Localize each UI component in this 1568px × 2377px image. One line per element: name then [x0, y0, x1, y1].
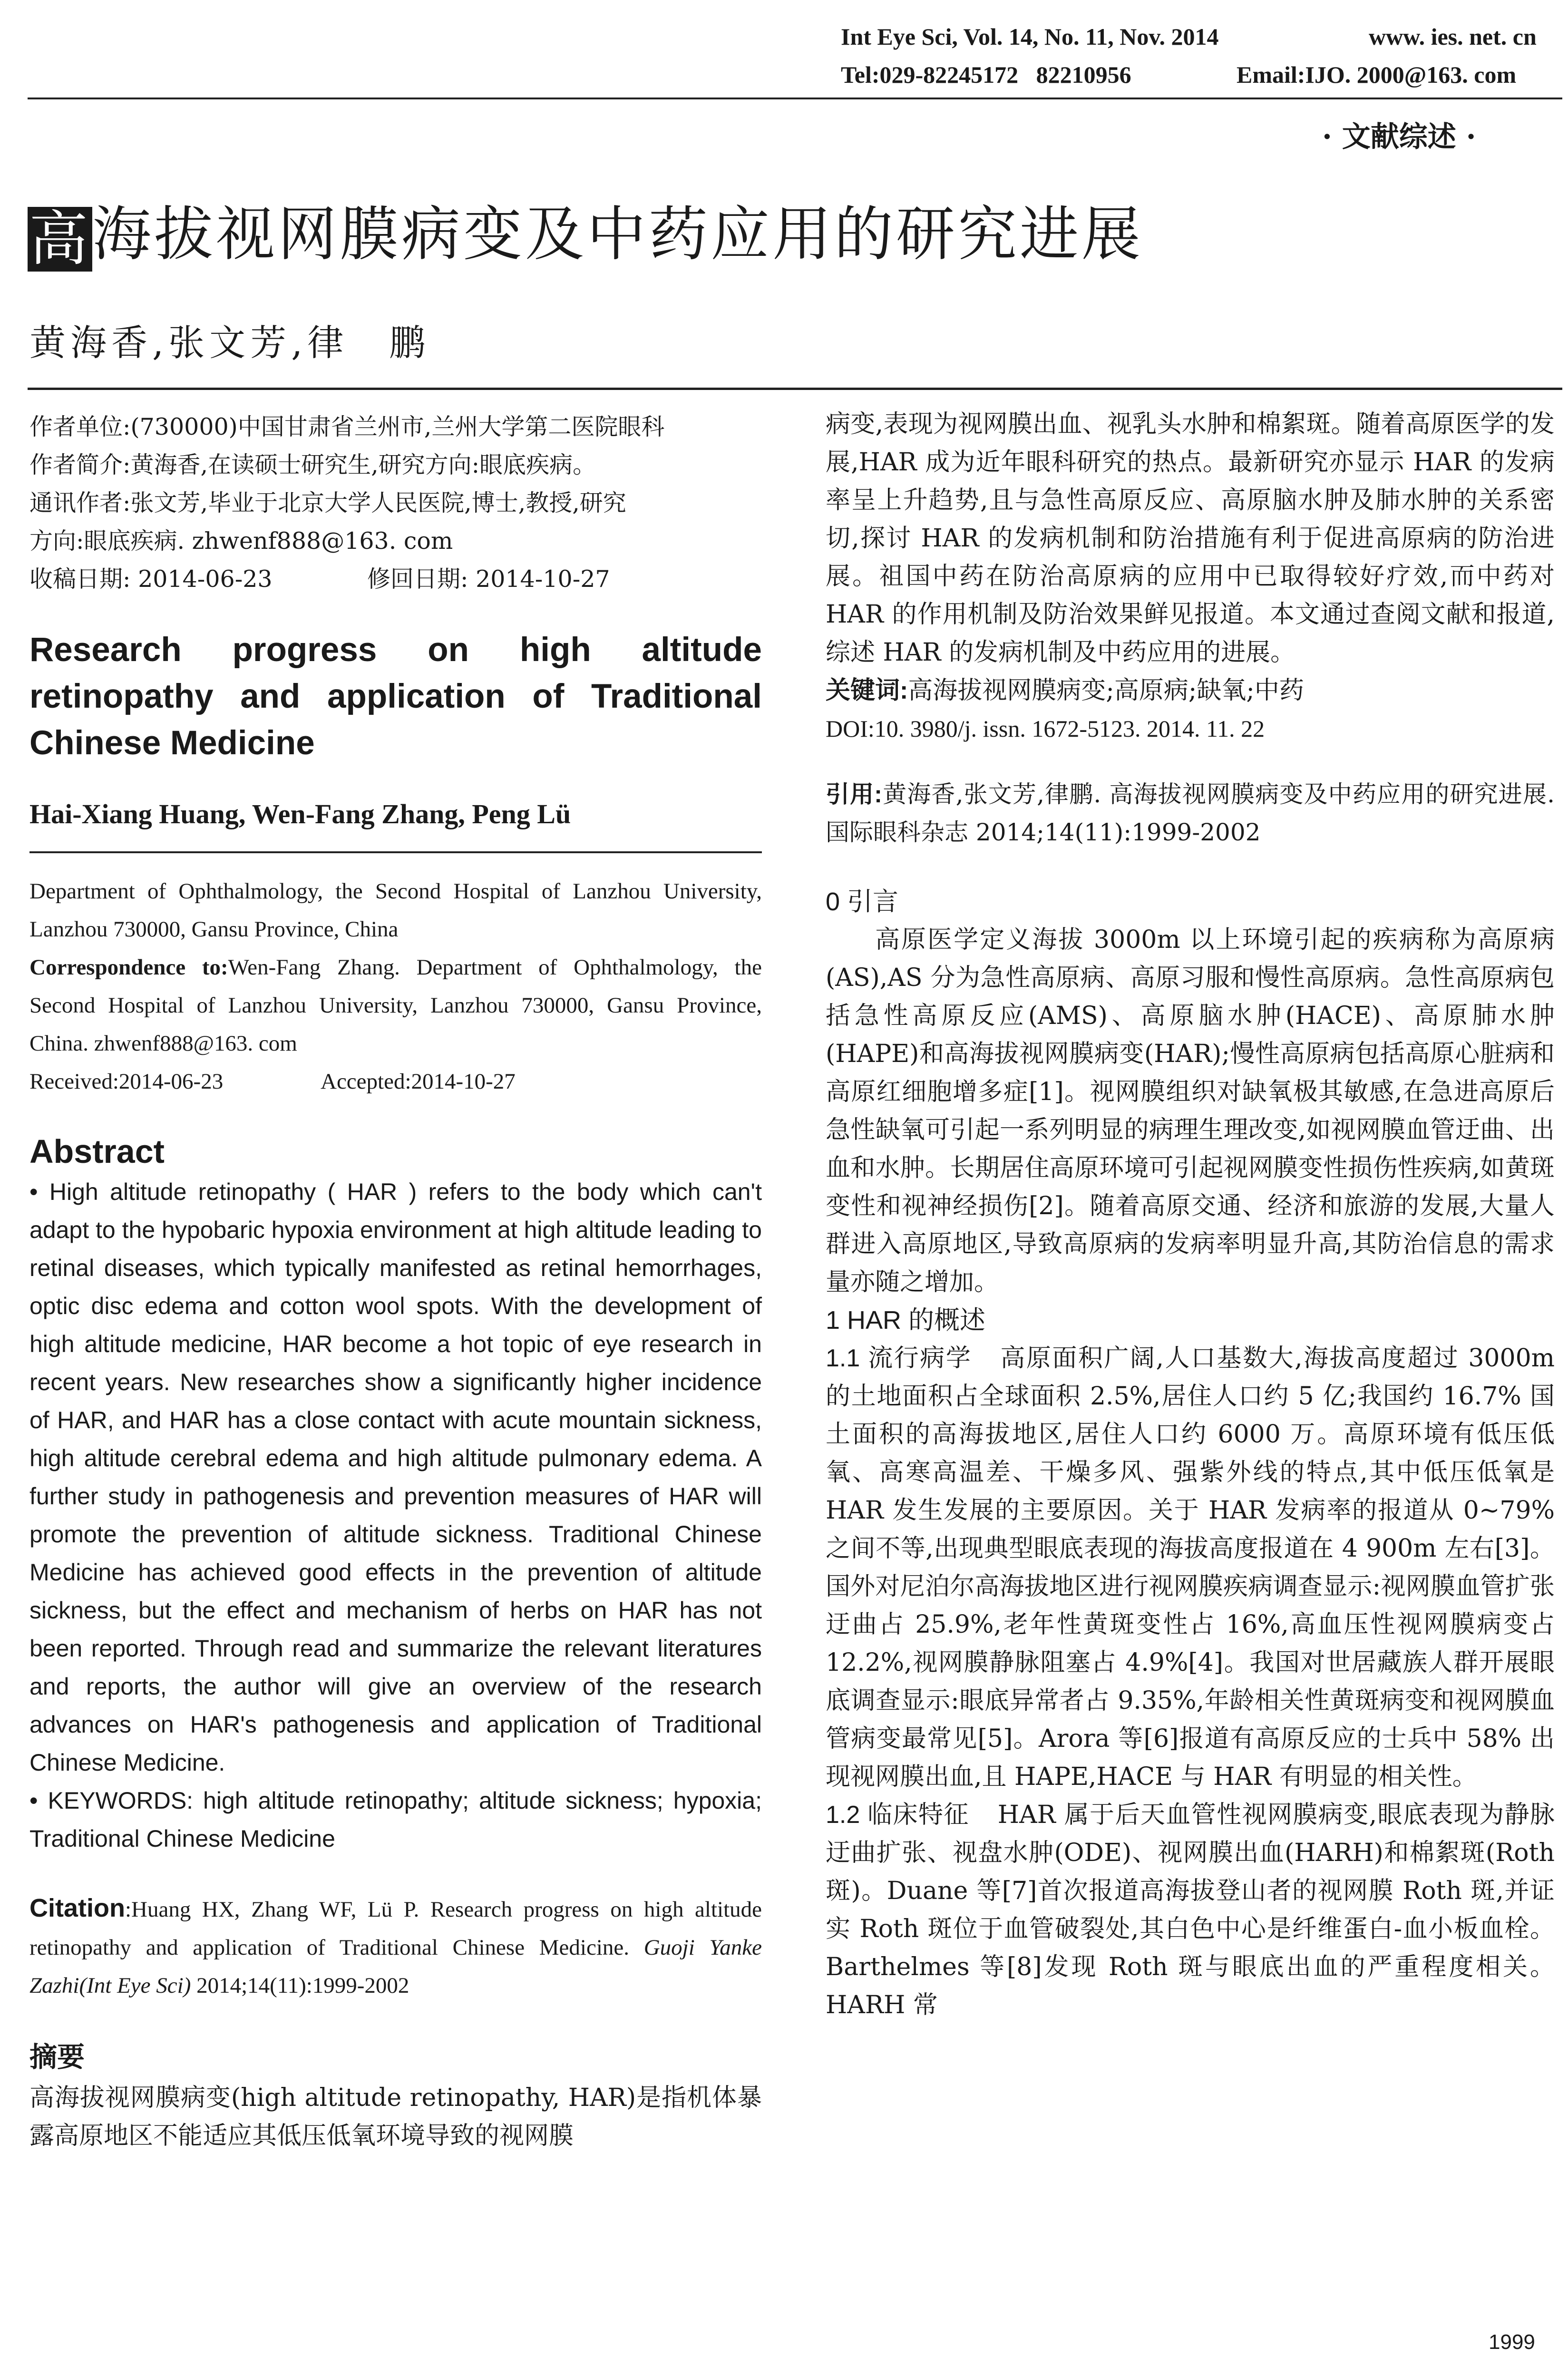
section-1-1 [826, 1339, 1555, 1796]
title-boxed-char: 高 [28, 207, 92, 272]
journal-website: www. ies. net. cn [1369, 23, 1537, 50]
accepted-en: Accepted:2014-10-27 [321, 1069, 516, 1094]
cite-cn-text: 黄海香,张文芳,律鹏. 高海拔视网膜病变及中药应用的研究进展. 国际眼科杂志 2014;14(11):1999-2002 [826, 780, 1555, 846]
journal-phone: Tel:029-82245172 82210956 [841, 61, 1131, 88]
section-1-heading: 1 HAR 的概述 [826, 1306, 986, 1335]
abstract-cn-continued: 病变,表现为视网膜出血、视乳头水肿和棉絮斑。随着高原医学的发展,HAR 成为近年眼科研究的热点。最新研究亦显示 HAR 的发病率呈上升趋势,且与急性高原反应、高原脑水肿及肺水肿的关系密切,探讨 HAR 的发病机制和防治措施有利于促进高原病的防治进展。祖国中药在防治高原病的应用中已取得较好疗效,而中药对 HAR 的作用机制及防治效果鲜见报道。本文通过查阅文献和报道,综述 HAR 的发病机制及中药应用的进展。 [826, 410, 1555, 667]
left-column [29, 408, 762, 2155]
citation-text: :Huang HX, Zhang WF, Lü P. Research progress on high altitude retinopathy and application of Traditional Chinese Medicine. [29, 1897, 762, 1960]
received-dates-en [29, 1062, 762, 1101]
meta-line: 作者单位:(730000)中国甘肃省兰州市,兰州大学第二医院眼科 [29, 413, 665, 440]
revised-cn: 修回日期: 2014-10-27 [367, 565, 610, 593]
section-label: · 文献综述 · [1322, 120, 1476, 154]
correspondence-en [29, 948, 762, 1062]
meta-line: 作者简介:黄海香,在读硕士研究生,研究方向:眼底疾病。 [29, 451, 596, 478]
page-title [28, 199, 1143, 272]
title-en: Research progress on high altitude retinopathy and application of Traditional Chinese Medicine [29, 631, 762, 762]
authors-rule [29, 851, 762, 853]
section-1-2-label: 1.2 临床特征 [826, 1801, 969, 1829]
authors-cn: 黄海香,张文芳,律 鹏 [29, 321, 430, 364]
correspondence-label: Correspondence to: [29, 955, 228, 980]
authors-en: Hai-Xiang Huang, Wen-Fang Zhang, Peng Lü [29, 799, 571, 829]
citation-journal: Guoji Yanke Zazhi(Int Eye Sci) [29, 1935, 762, 1998]
abstract-text: • High altitude retinopathy ( HAR ) refers to the body which can't adapt to the hypobaric hypoxia environment at high altitude leading to retinal diseases, which typically manifested as retinal hemorrhages, optic disc edema and cotton wool spots. With the development of high altitude medicine, HAR become a hot topic of eye research in recent years. New researches show a significantly higher incidence of HAR, and HAR has a close contact with acute mountain sickness, high altitude cerebral edema and high altitude pulmonary edema. A further study in pathogenesis and prevention measures of HAR will promote the prevention of altitude sickness. Traditional Chinese Medicine has achieved good effects in the prevention of altitude sickness, but the effect and mechanism of herbs on HAR has not been reported. Through read and summarize the relevant literatures and reports, the author will give an overview of the research advances on HAR's pathogenesis and application of Traditional Chinese Medicine. [29, 1179, 762, 1776]
affiliation-en: Department of Ophthalmology, the Second Hospital of Lanzhou University, Lanzhou 730000, Gansu Province, China [29, 879, 762, 942]
section-1-1-text: 高原面积广阔,人口基数大,海拔高度超过 3000m 的土地面积占全球面积 2.5%,居住人口约 5 亿;我国约 16.7% 国土面积的高海拔地区,居住人口约 6000 万。高原环境有低压低氧、高寒高温差、干燥多风、强紫外线的特点,其中低压低氧是 HAR 发生发展的主要原因。关于 HAR 发病率的报道从 0~79% 之间不等,出现典型眼底表现的海拔高度报道在 4 900m 左右[3]。国外对尼泊尔高海拔地区进行视网膜疾病调查显示:视网膜血管扩张迂曲占 25.9%,老年性黄斑变性占 16%,高血压性视网膜病变占 12.2%,视网膜静脉阻塞占 4.9%[4]。我国对世居藏族人群开展眼底调查显示:眼底异常者占 9.35%,年龄相关性黄斑病变和视网膜血管病变最常见[5]。Arora 等[6]报道有高原反应的士兵中 58% 出现视网膜出血,且 HAPE,HACE 与 HAR 有明显的相关性。 [826, 1344, 1555, 1791]
section-1-1-label: 1.1 流行病学 [826, 1344, 972, 1372]
received-en: Received:2014-06-23 [29, 1069, 224, 1094]
citation-tail: 2014;14(11):1999-2002 [191, 1973, 409, 1998]
abstract-heading: Abstract [29, 1133, 165, 1170]
section-0-heading: 0 引言 [826, 887, 899, 916]
author-meta-cn [29, 408, 762, 598]
meta-line: 通讯作者:张文芳,毕业于北京大学人民医院,博士,教授,研究 [29, 489, 626, 516]
meta-line: 方向:眼底疾病. zhwenf888@163. com [29, 527, 453, 555]
cite-cn [826, 775, 1555, 851]
title-text: 海拔视网膜病变及中药应用的研究进展 [92, 200, 1144, 269]
right-column [826, 405, 1555, 2024]
journal-email: Email:IJO. 2000@163. com [1237, 61, 1517, 88]
cite-cn-label: 引用: [826, 781, 882, 808]
keywords-en: • KEYWORDS: high altitude retinopathy; altitude sickness; hypoxia; Traditional Chinese Medicine [29, 1787, 762, 1852]
doi: DOI:10. 3980/j. issn. 1672-5123. 2014. 11. 22 [826, 715, 1265, 742]
section-1-2-text: HAR 属于后天血管性视网膜病变,眼底表现为静脉迂曲扩张、视盘水肿(ODE)、视网膜出血(HARH)和棉絮斑(Roth 斑)。Duane 等[7]首次报道高海拔登山者的视网膜 Roth 斑,并证实 Roth 斑位于血管破裂处,其白色中心是纤维蛋白-血小板血栓。Barthelmes 等[8]发现 Roth 斑与眼底出血的严重程度相关。HARH 常 [826, 1801, 1555, 2019]
correspondence-text: Wen-Fang Zhang. Department of Ophthalmology, the Second Hospital of Lanzhou University, Lanzhou 730000, Gansu Province, China. zhwenf888@163. com [29, 955, 762, 1056]
keywords-cn-label: 关键词: [826, 677, 908, 704]
section-1-2 [826, 1796, 1555, 2024]
title-rule [28, 388, 1562, 390]
citation-en [29, 1889, 762, 2005]
zhaiyao-heading: 摘要 [29, 2042, 85, 2073]
citation-label: Citation [29, 1894, 125, 1922]
header-rule [28, 97, 1562, 99]
received-dates-cn [29, 560, 762, 598]
keywords-cn [826, 672, 1555, 710]
received-cn: 收稿日期: 2014-06-23 [29, 565, 273, 593]
section-0-text: 高原医学定义海拔 3000m 以上环境引起的疾病称为高原病(AS),AS 分为急性高原病、高原习服和慢性高原病。急性高原病包括急性高原反应(AMS)、高原脑水肿(HACE)、高原肺水肿(HAPE)和高海拔视网膜病变(HAR);慢性高原病包括高原心脏病和高原红细胞增多症[1]。视网膜组织对缺氧极其敏感,在急进高原后急性缺氧可引起一系列明显的病理生理改变,如视网膜血管迂曲、出血和水肿。长期居住高原环境可引起视网膜变性损伤性疾病,如黄斑变性和视神经损伤[2]。随着高原交通、经济和旅游的发展,大量人群进入高原地区,导致高原病的发病率明显升高,其防治信息的需求量亦随之增加。 [826, 925, 1555, 1296]
journal-citation: Int Eye Sci, Vol. 14, No. 11, Nov. 2014 [841, 23, 1219, 50]
page-number: 1999 [1489, 2330, 1535, 2354]
zhaiyao-text: 高海拔视网膜病变(high altitude retinopathy, HAR)是指机体暴露高原地区不能适应其低压低氧环境导致的视网膜 [29, 2084, 762, 2150]
keywords-cn-text: 高海拔视网膜病变;高原病;缺氧;中药 [908, 676, 1304, 705]
